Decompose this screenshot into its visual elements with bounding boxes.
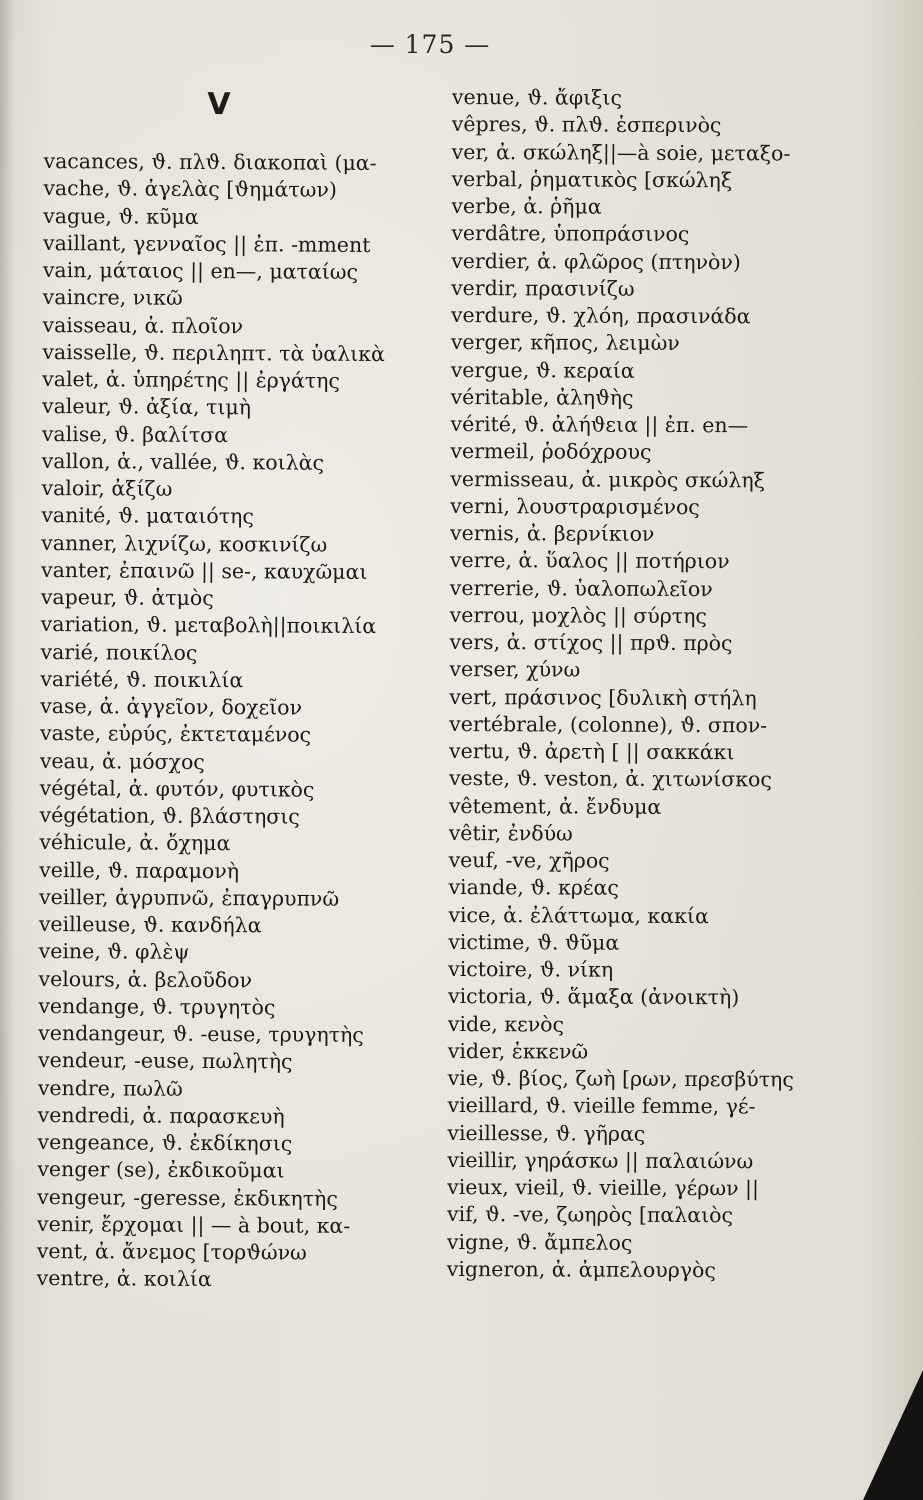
dictionary-entry: vider, ἐκκενῶ: [447, 1038, 589, 1064]
dictionary-entry: vent, ἀ. ἄνεμος [τορϑώνω: [36, 1238, 307, 1265]
dictionary-entry: vase, ἀ. ἀγγεῖον, δοχεῖον: [40, 693, 303, 720]
left-column: [37, 84, 434, 1295]
dictionary-entry: venue, ϑ. ἄφιξις: [451, 84, 623, 110]
book-spine-shadow: [0, 0, 14, 1500]
dictionary-entry: verbal, ῥηματικὸς [σκώληξ: [451, 166, 733, 192]
dictionary-entry: vêtement, ἀ. ἔνδυμα: [448, 793, 662, 819]
dictionary-entry: vigne, ϑ. ἄμπελος: [446, 1229, 633, 1255]
dictionary-entry: végétal, ἀ. φυτόν, φυτικὸς: [39, 775, 315, 802]
dictionary-entry: variété, ϑ. ποικιλία: [40, 666, 244, 692]
dictionary-entry: vendange, ϑ. τρυγητὸς: [38, 993, 276, 1020]
dictionary-entry: verrou, μοχλὸς || σύρτης: [449, 602, 707, 628]
dictionary-entry: venger (se), ἐκδικοῦμαι: [37, 1157, 285, 1183]
dictionary-entry: veuf, -ve, χῆρος: [448, 847, 610, 873]
dictionary-entry: victoire, ϑ. νίκη: [448, 956, 614, 982]
dictionary-entry: vanité, ϑ. ματαιότης: [41, 503, 254, 529]
dictionary-entry: vache, ϑ. ἀγελὰς [ϑημάτων): [43, 176, 337, 203]
page-number: — 175 —: [369, 30, 491, 59]
dictionary-entry: vif, ϑ. -ve, ζωηρὸς [παλαιὸς: [447, 1202, 734, 1228]
dictionary-entry: vendangeur, ϑ. -euse, τρυγητὴς: [38, 1020, 364, 1047]
dictionary-entry: vergue, ϑ. κεραία: [450, 357, 635, 383]
right-column: [447, 84, 852, 1285]
dictionary-entry: verni, λουστραρισμένος: [450, 493, 700, 519]
dictionary-entry: vaincre, νικῶ: [42, 285, 183, 311]
dictionary-entry: vieillesse, ϑ. γῆρας: [447, 1120, 646, 1146]
dictionary-entry: verdir, πρασινίζω: [451, 275, 635, 301]
dictionary-entry: ver, ἀ. σκώληξ||—à soie, μεταξο-: [451, 139, 791, 165]
dictionary-entry: valeur, ϑ. ἀξία, τιμὴ: [41, 394, 252, 420]
dictionary-entry: vaillant, γενναῖος || ἐπ. -mment: [42, 230, 371, 257]
dictionary-entry: verger, κῆπος, λειμὼν: [450, 330, 680, 356]
dictionary-entry: verbe, ἀ. ῥῆμα: [451, 193, 602, 219]
dictionary-entry: vaisselle, ϑ. περιληπτ. τὰ ὑαλικὰ: [42, 339, 385, 366]
dictionary-entry: vertu, ϑ. ἀρετὴ [ || σακκάκι: [449, 738, 735, 765]
dictionary-entry: vide, κενὸς: [447, 1011, 565, 1036]
dictionary-entry: velours, ἀ. βελοῦδον: [38, 966, 253, 992]
dictionary-entry: valoir, ἀξίζω: [41, 475, 173, 501]
dictionary-entry: vaste, εὐρύς, ἐκτεταμένος: [39, 721, 312, 747]
dictionary-entry: vieux, vieil, ϑ. vieille, γέρων ||: [447, 1174, 759, 1201]
dictionary-entry: vacances, ϑ. πλϑ. διακοπαὶ (μα-: [43, 148, 377, 176]
dictionary-entry: viande, ϑ. κρέας: [448, 875, 619, 900]
page-corner-shadow: [863, 1370, 923, 1500]
dictionary-entry: veilleuse, ϑ. κανδήλα: [38, 911, 262, 938]
dictionary-entry: véritable, ἀληϑὴς: [450, 384, 634, 410]
dictionary-entry: vain, μάταιος || en—, ματαίως: [42, 257, 359, 284]
dictionary-entry: vernis, ἀ. βερνίκιον: [449, 520, 655, 546]
dictionary-entry: ventre, ἀ. κοιλία: [36, 1266, 212, 1292]
dictionary-entry: vague, ϑ. κῦμα: [43, 203, 199, 229]
dictionary-entry: vert, πράσινος [δυλικὴ στήλη: [449, 684, 757, 710]
dictionary-entry: veiller, ἀγρυπνῶ, ἐπαγρυπνῶ: [38, 884, 340, 911]
dictionary-entry: verser, χύνω: [449, 657, 581, 682]
dictionary-entry: verdier, ἀ. φλῶρος (πτηνὸν): [451, 248, 741, 274]
dictionary-entry: varié, ποικίλος: [40, 639, 198, 665]
dictionary-entry: veste, ϑ. veston, ἀ. χιτωνίσκος: [448, 766, 772, 792]
dictionary-entry: vigneron, ἀ. ἀμπελουργὸς: [446, 1256, 716, 1282]
dictionary-entry: vérité, ϑ. ἀλήϑεια || ἐπ. en—: [450, 411, 749, 438]
dictionary-entry: valise, ϑ. βαλίτσα: [41, 421, 229, 447]
dictionary-entry: vieillard, ϑ. vieille femme, γέ-: [447, 1093, 756, 1119]
dictionary-entry: vertébrale, (colonne), ϑ. σπον-: [449, 711, 768, 738]
dictionary-entry: veine, ϑ. φλὲψ: [38, 939, 190, 965]
dictionary-entry: vendredi, ἀ. παρασκευὴ: [37, 1102, 285, 1129]
dictionary-entry: vêtir, ἐνδύω: [448, 820, 573, 846]
dictionary-entry: vendeur, -euse, πωλητὴς: [37, 1048, 293, 1074]
dictionary-entry: vice, ἀ. ἐλάττωμα, κακία: [448, 902, 709, 928]
section-letter: V: [207, 86, 231, 123]
dictionary-entry: vers, ἀ. στίχος || πρϑ. πρὸς: [449, 629, 733, 656]
dictionary-entry: vie, ϑ. βίος, ζωὴ [ρων, πρεσβύτης: [447, 1065, 794, 1092]
dictionary-entry: valet, ἀ. ὑπηρέτης || ἐργάτης: [42, 366, 341, 393]
dictionary-entry: venir, ἔρχομαι || — à bout, κα-: [36, 1211, 351, 1238]
dictionary-entry: vanner, λιχνίζω, κοσκινίζω: [41, 530, 328, 557]
dictionary-entry: verrerie, ϑ. ὑαλοπωλεῖον: [449, 575, 713, 601]
dictionary-entry: vapeur, ϑ. ἀτμὸς: [40, 584, 214, 611]
dictionary-entry: vanter, ἐπαινῶ || se-, καυχῶμαι: [40, 557, 368, 584]
dictionary-entry: victime, ϑ. ϑῦμα: [448, 929, 620, 955]
dictionary-entry: vendre, πωλῶ: [37, 1075, 183, 1101]
dictionary-entry: veau, ἀ. μόσχος: [39, 748, 205, 774]
dictionary-entry: variation, ϑ. μεταβολὴ||ποικιλία: [40, 612, 377, 639]
dictionary-entry: verdâtre, ὑποπράσινος: [451, 221, 690, 247]
dictionary-entry: vieillir, γηράσκω || παλαιώνω: [447, 1147, 754, 1174]
dictionary-entry: vallon, ἀ., vallée, ϑ. κοιλὰς: [41, 448, 325, 475]
dictionary-entry: vaisseau, ἀ. πλοῖον: [42, 312, 244, 338]
dictionary-entry: véhicule, ἀ. ὄχημα: [39, 830, 231, 856]
dictionary-entry: végétation, ϑ. βλάστησις: [39, 802, 300, 829]
dictionary-entry: vermeil, ῥοδόχρους: [450, 439, 652, 465]
dictionary-entry: vengeance, ϑ. ἐκδίκησις: [37, 1129, 293, 1156]
dictionary-entry: vengeur, -geresse, ἐκδικητὴς: [37, 1184, 338, 1211]
dictionary-entry: veille, ϑ. παραμονὴ: [39, 857, 240, 883]
dictionary-entry: vêpres, ϑ. πλϑ. ἑσπερινὸς: [451, 112, 722, 138]
dictionary-entry: verre, ἀ. ὕαλος || ποτήριον: [449, 548, 730, 574]
dictionary-entry: verdure, ϑ. χλόη, πρασινάδα: [450, 302, 751, 329]
dictionary-entry: vermisseau, ἀ. μικρὸς σκώληξ: [450, 466, 765, 492]
dictionary-entry: victoria, ϑ. ἅμαξα (ἀνοικτὴ): [447, 984, 740, 1010]
